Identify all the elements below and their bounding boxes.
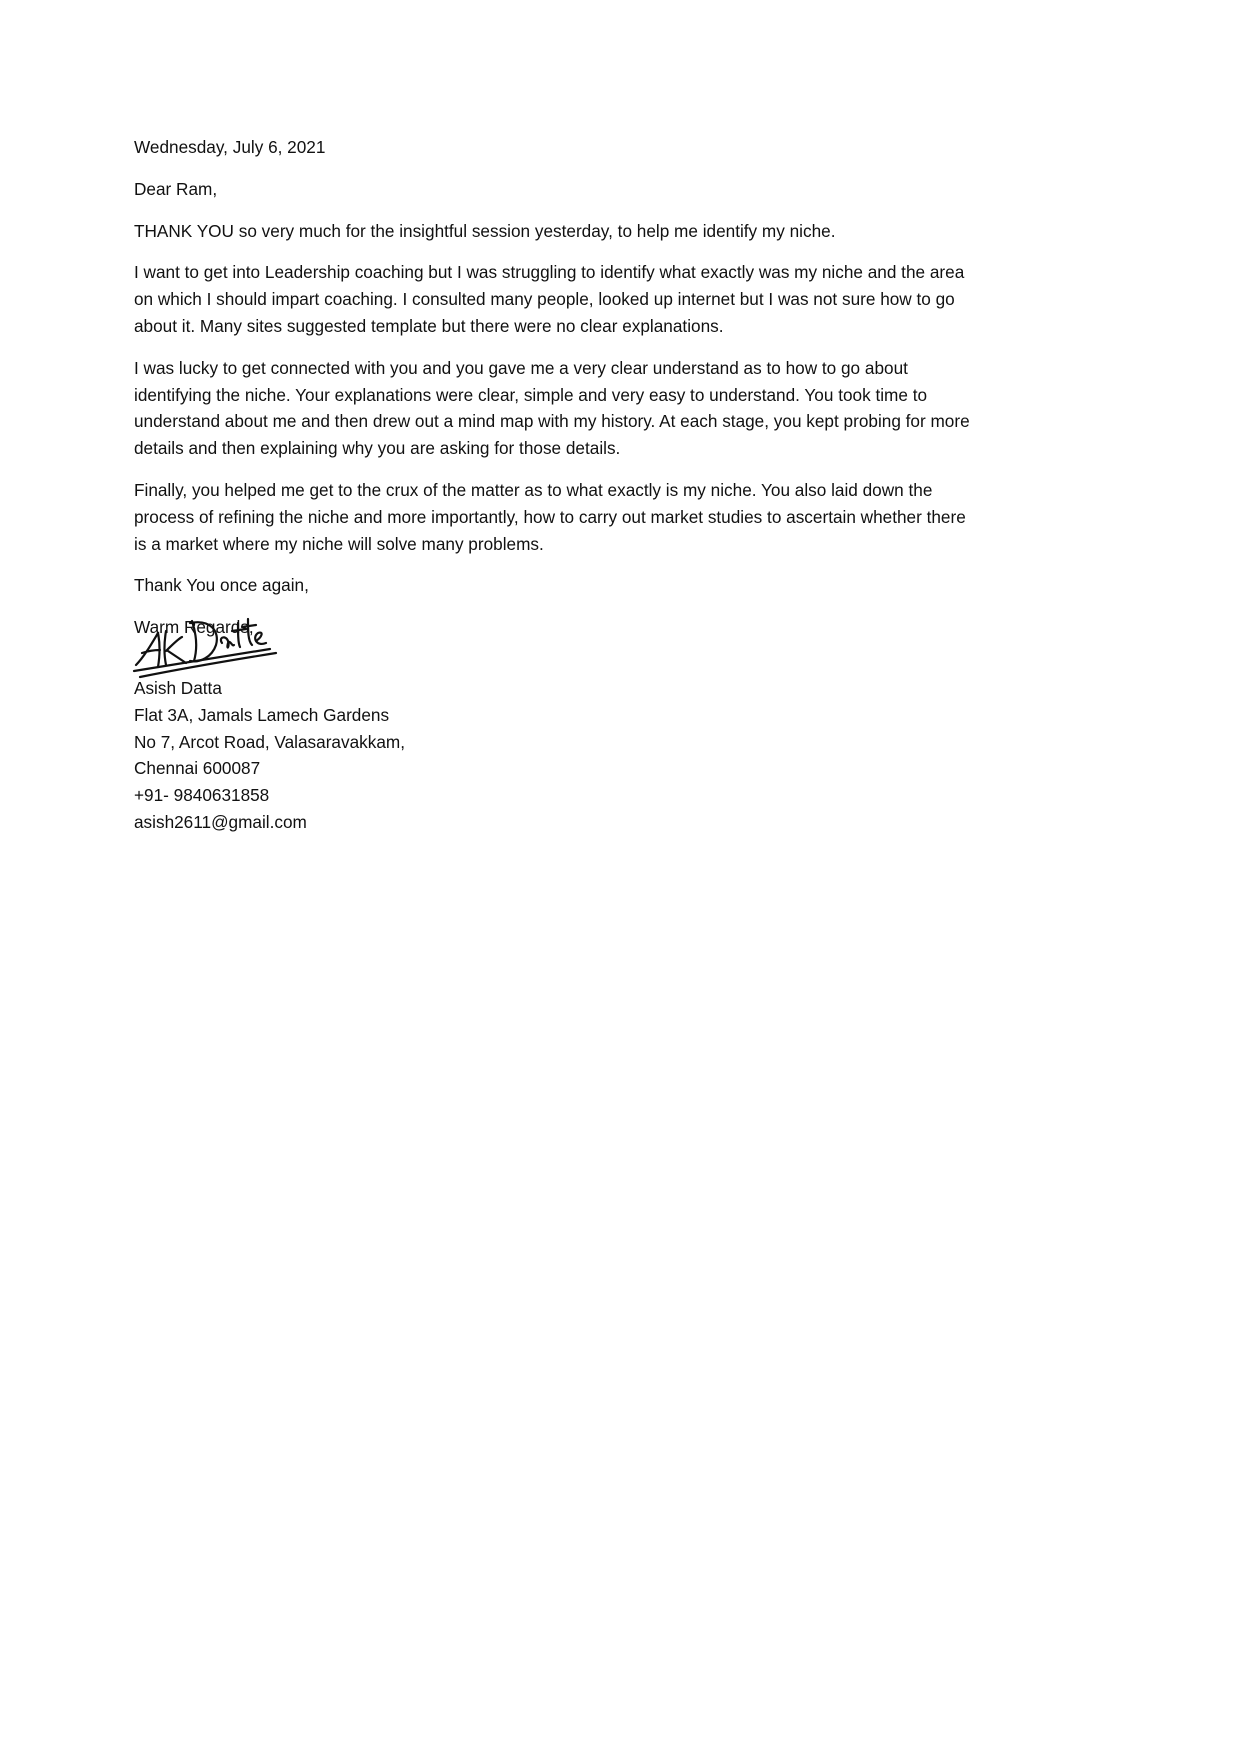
sender-email: asish2611@gmail.com — [134, 811, 307, 832]
closing-thanks: Thank You once again, — [134, 575, 309, 596]
sender-name: Asish Datta — [134, 677, 222, 698]
letter-body — [134, 134, 979, 836]
letter-paragraph: THANK YOU so very much for the insightful session yesterday, to help me identify my niche. — [134, 220, 836, 241]
sender-phone: +91- 9840631858 — [134, 785, 270, 806]
sender-address-line: Flat 3A, Jamals Lamech Gardens — [134, 704, 390, 725]
sender-address-line: Chennai 600087 — [134, 758, 261, 779]
letter-paragraph: I want to get into Leadership coaching but I was struggling to identify what exactly was my niche and the area on which I should impart coaching. I consulted many people, looked up internet but I was not sure how to go about it. Many sites suggested template but there were no clear explanations. — [134, 262, 965, 336]
closing-regards: Warm Regards, — [134, 617, 254, 638]
letter-paragraph: I was lucky to get connected with you and you gave me a very clear understand as to how to go about identifying the niche. Your explanations were clear, simple and very easy to understand. You took time to understand about me and then drew out a mind map with my history. At each stage, you kept probing for more details and then explaining why you are asking for those details. — [134, 357, 970, 459]
letter-salutation: Dear Ram, — [134, 178, 218, 199]
sender-address-line: No 7, Arcot Road, Valasaravakkam, — [134, 731, 405, 752]
letter-paragraph: Finally, you helped me get to the crux of the matter as to what exactly is my niche. You also laid down the process of refining the niche and more importantly, how to carry out market studies to ascertain whether there is a market where my niche will solve many problems. — [134, 479, 966, 554]
letter-date: Wednesday, July 6, 2021 — [134, 137, 326, 157]
signature-block — [134, 675, 979, 836]
handwritten-signature — [130, 613, 280, 683]
